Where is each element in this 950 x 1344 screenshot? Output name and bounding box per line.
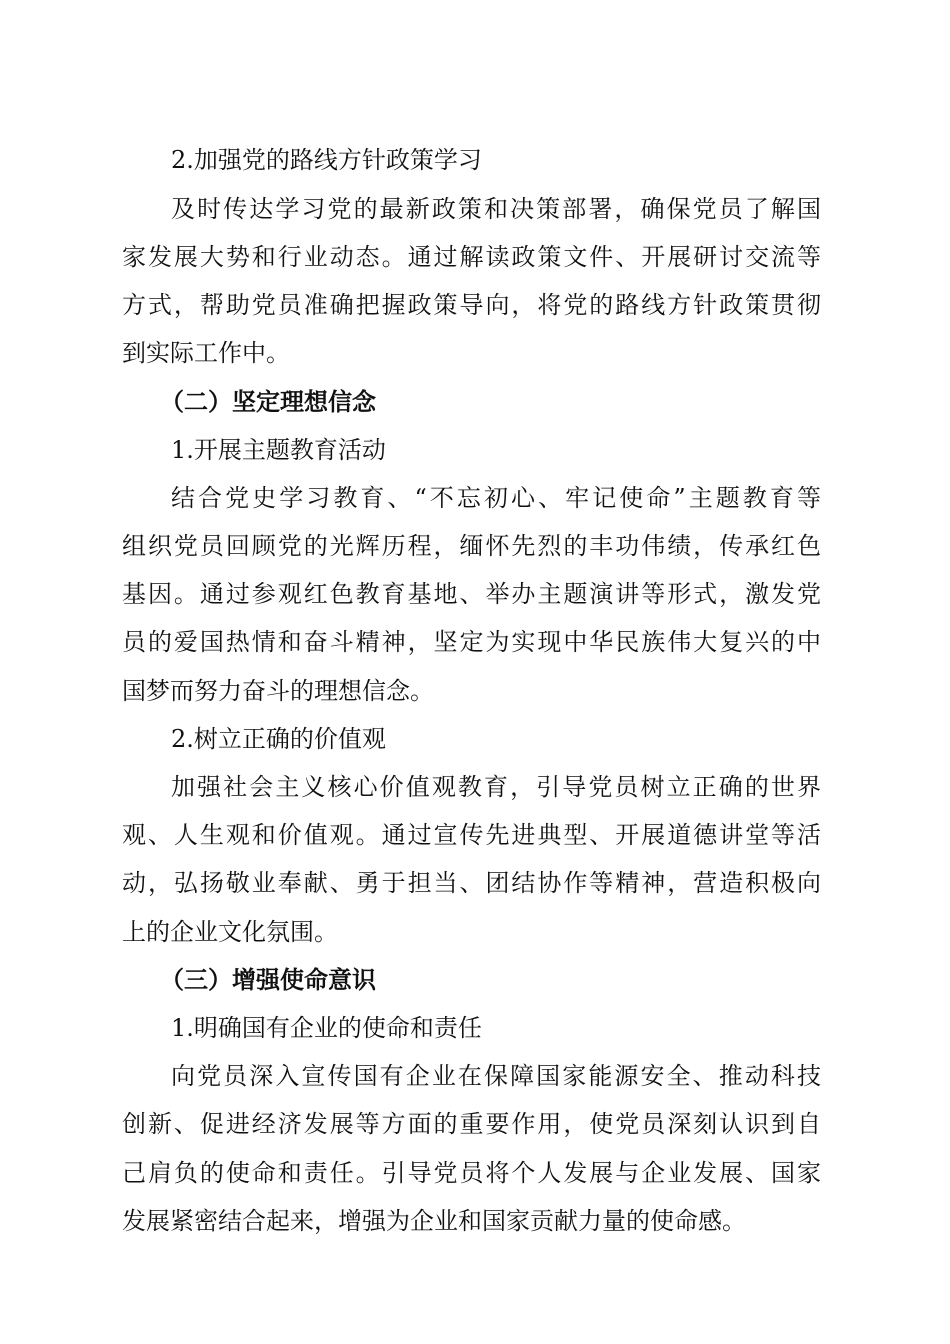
paragraph-line: 员的爱国热情和奋斗精神，坚定为实现中华民族伟大复兴的中 [122,628,821,656]
paragraph-line: 国梦而努力奋斗的理想信念。 [122,677,434,705]
paragraph-line: 到实际工作中。 [122,339,290,367]
paragraph-line: 向党员深入宣传国有企业在保障国家能源安全、推动科技 [171,1062,821,1090]
paragraph-line: 发展紧密结合起来，增强为企业和国家贡献力量的使命感。 [122,1207,746,1235]
section-heading-mission: （三）增强使命意识 [160,965,376,994]
paragraph-line: 及时传达学习党的最新政策和决策部署，确保党员了解国 [171,195,821,223]
paragraph-line: 组织党员回顾党的光辉历程，缅怀先烈的丰功伟绩，传承红色 [122,532,821,560]
subheading-theme-education: 1.开展主题教育活动 [171,436,386,464]
paragraph-line: 家发展大势和行业动态。通过解读政策文件、开展研讨交流等 [122,243,821,271]
paragraph-line: 结合党史学习教育、“不忘初心、牢记使命”主题教育等 [171,484,821,512]
subheading-values: 2.树立正确的价值观 [171,725,386,753]
paragraph-line: 加强社会主义核心价值观教育，引导党员树立正确的世界 [171,773,821,801]
paragraph-line: 方式，帮助党员准确把握政策导向，将党的路线方针政策贯彻 [122,291,821,319]
paragraph-line: 动，弘扬敬业奉献、勇于担当、团结协作等精神，营造积极向 [122,869,821,897]
paragraph-line: 观、人生观和价值观。通过宣传先进典型、开展道德讲堂等活 [122,821,821,849]
paragraph-line: 己肩负的使命和责任。引导党员将个人发展与企业发展、国家 [122,1159,821,1187]
paragraph-line: 创新、促进经济发展等方面的重要作用，使党员深刻认识到自 [122,1110,821,1138]
subheading-policy-study: 2.加强党的路线方针政策学习 [171,146,482,174]
subheading-soe-mission: 1.明确国有企业的使命和责任 [171,1014,482,1042]
section-heading-ideals: （二）坚定理想信念 [160,387,376,416]
paragraph-line: 基因。通过参观红色教育基地、举办主题演讲等形式，激发党 [122,580,821,608]
paragraph-line: 上的企业文化氛围。 [122,918,338,946]
